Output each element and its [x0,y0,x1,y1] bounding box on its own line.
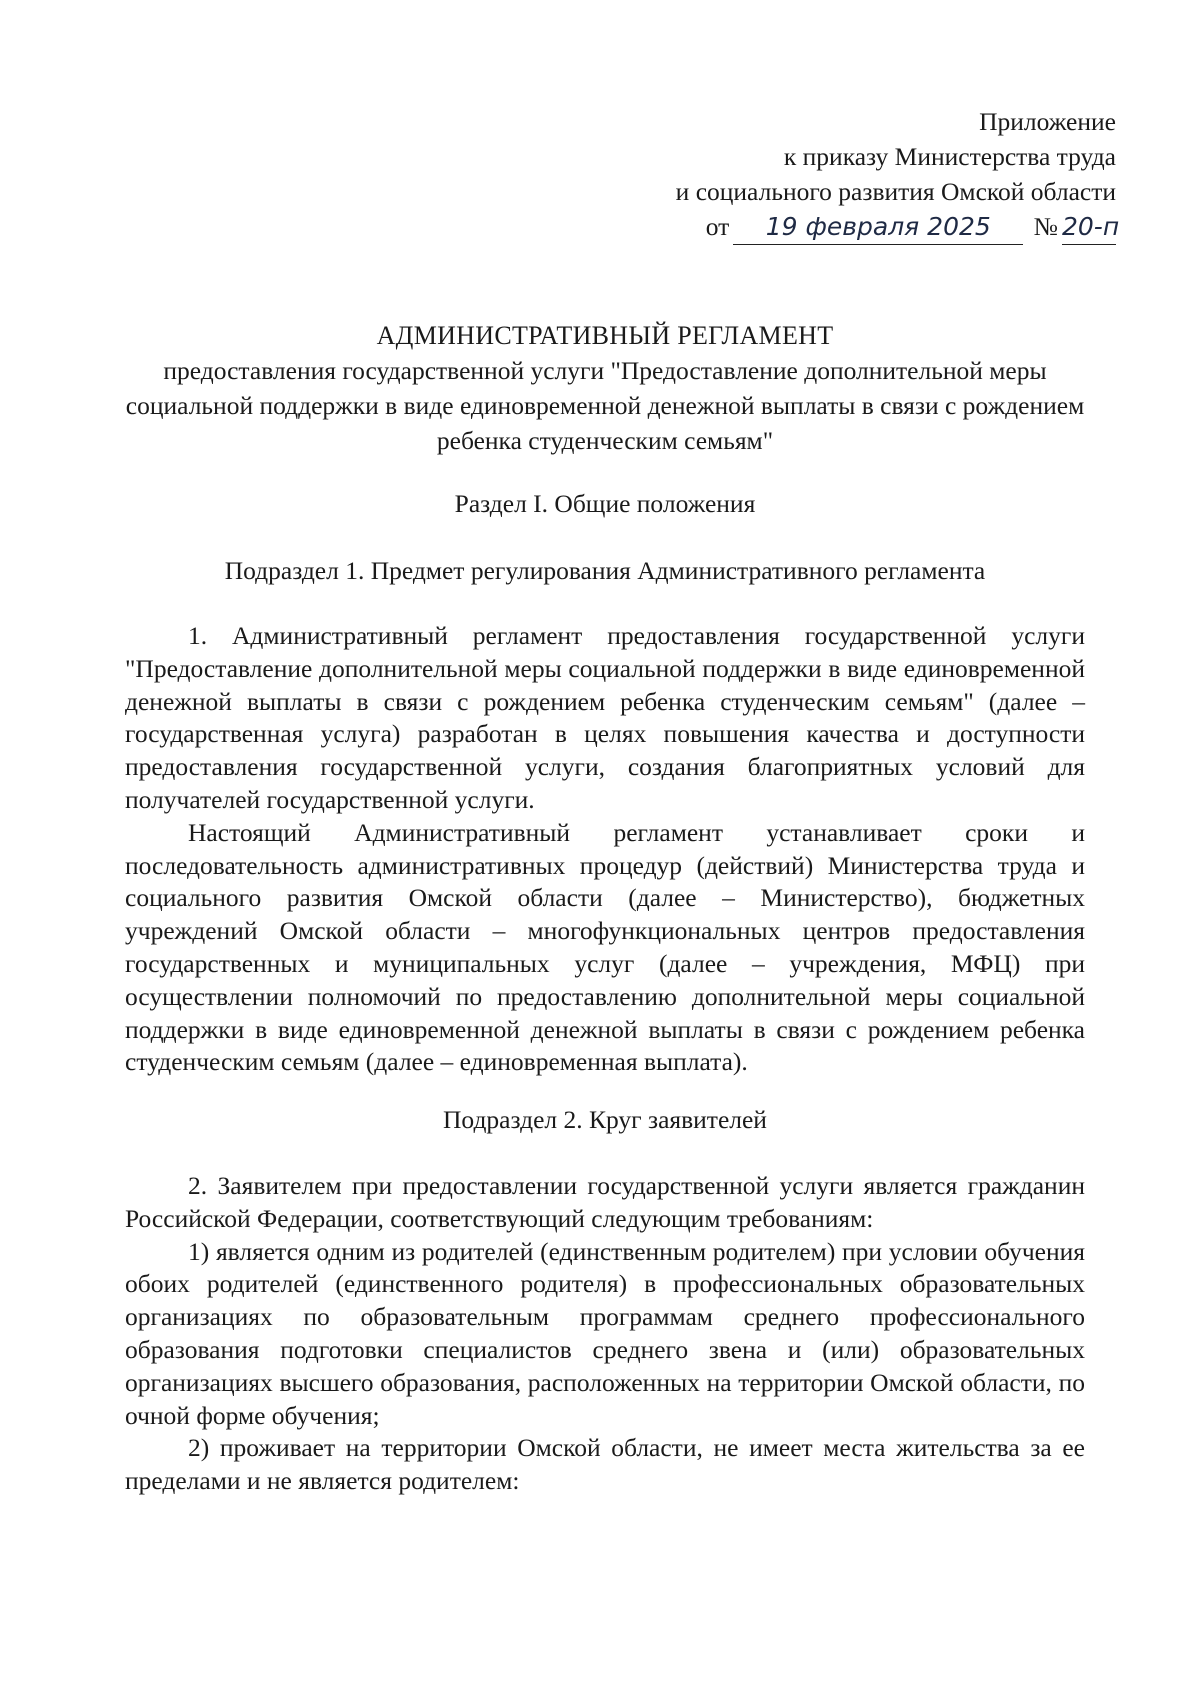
paragraph: Настоящий Административный регламент устанавливает сроки и последовательность административных процедур (действий) Министерства труда и социального развития Омской области (далее – Министерство), бюджетных учреждений Омской области – многофункциональных центров предоставления государственных и муниципальных услуг (далее – учреждения, МФЦ) при осуществлении полномочий по предоставлению дополнительной меры социальной поддержки в виде единовременной денежной выплаты в связи с рождением ребенка студенческим семьям (далее – единовременная выплата). [125,817,1085,1077]
paragraph: 2) проживает на территории Омской области, не имеет места жительства за ее пределами и не является родителем: [125,1433,1085,1496]
paragraph: 1) является одним из родителей (единственным родителем) при условии обучения обоих родителей (единственного родителя) в профессиональных образовательных организациях по образовательным программам среднего профессионального образования подготовки специалистов среднего звена и (или) образовательных организациях высшего образования, расположенных на территории Омской области, по очной форме обучения; [125,1236,1085,1430]
date-prefix: от [705,212,730,241]
appendix-block [556,104,1120,245]
appendix-date-line [556,209,1120,245]
subsection-1-heading: Подраздел 1. Предмет регулирования Административного регламента [224,556,986,585]
appendix-ministry-line: и социального развития Омской области [675,177,1116,206]
document-title: АДМИНИСТРАТИВНЫЙ РЕГЛАМЕНТ [376,321,834,350]
paragraph: 1. Административный регламент предоставления государственной услуги "Предоставление дополнительной меры социальной поддержки в виде единовременной денежной выплаты в связи с рождением ребенка студенческим семьям" (далее – государственная услуга) разработан в целях повышения качества и доступности предоставления государственной услуги, создания благоприятных условий для получателей государственной услуги. [125,621,1085,814]
appendix-title: Приложение [979,107,1116,136]
subsection-1-body [125,620,1085,1079]
document-subtitle: предоставления государственной услуги "Предоставление дополнительной меры социальной поддержки в виде единовременной денежной выплаты в связи с рождением ребенка студенческим семьям" [125,356,1085,455]
document-title-block [125,318,1085,458]
number-label: № [1033,212,1058,241]
appendix-order-line: к приказу Министерства труда [783,142,1116,171]
subsection-2-heading: Подраздел 2. Круг заявителей [443,1105,767,1134]
paragraph: 2. Заявителем при предоставлении государственной услуги является гражданин Российской Федерации, соответствующий следующим требованиям: [125,1171,1085,1233]
handwritten-date: 19 февраля 2025 [733,209,1023,245]
section-heading: Раздел I. Общие положения [454,489,756,518]
handwritten-number: 20-п [1062,209,1116,245]
subsection-2-body [125,1170,1085,1498]
